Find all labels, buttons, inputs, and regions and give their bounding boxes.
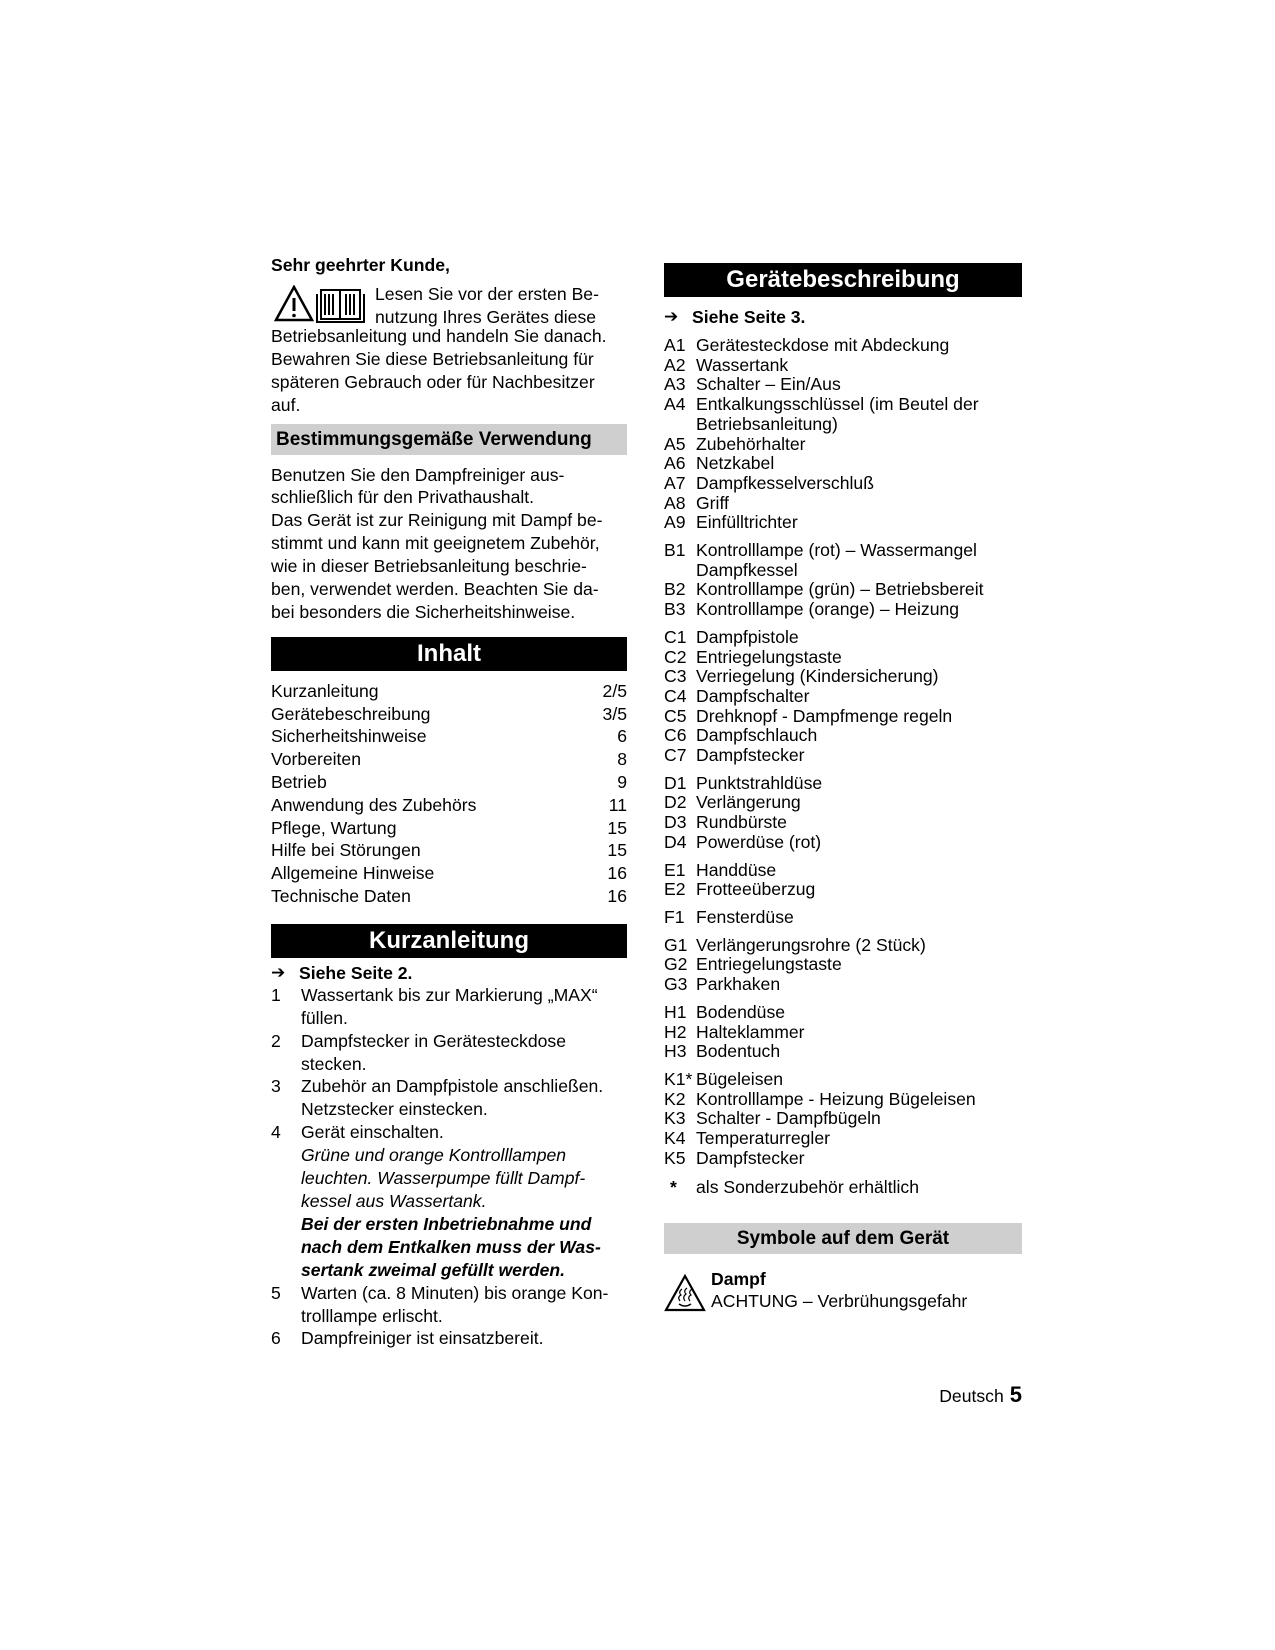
legend-item	[664, 395, 1022, 415]
legend-label: Entriegelungstaste	[696, 646, 842, 667]
legend-label: Betriebsanleitung)	[696, 413, 838, 434]
legend-list	[664, 336, 1022, 1168]
legend-code: C4	[664, 685, 687, 706]
legend-item	[664, 541, 1022, 561]
text-line: Das Gerät ist zur Reinigung mit Dampf be-	[271, 510, 603, 531]
legend-label: Fensterdüse	[696, 906, 794, 927]
intro-icons	[274, 285, 368, 328]
legend-item	[664, 356, 1022, 376]
intro-line: Lesen Sie vor der ersten Be-	[375, 283, 599, 304]
legend-label: Zubehörhalter	[696, 433, 806, 454]
legend-code: A3	[664, 374, 686, 395]
legend-item	[664, 667, 1022, 687]
legend-label: Verlängerungsrohre (2 Stück)	[696, 934, 926, 955]
legend-code: B3	[664, 599, 686, 620]
legend-item	[664, 513, 1022, 533]
legend-item	[664, 1023, 1022, 1043]
legend-item	[664, 1042, 1022, 1062]
step-item: 2 Dampfstecker in Gerätesteckdose stecken.	[271, 1030, 566, 1074]
left-column	[271, 254, 627, 1350]
legend-item	[664, 793, 1022, 813]
legend-code: K3	[664, 1108, 686, 1129]
legend-code: C6	[664, 725, 687, 746]
description-heading: Gerätebeschreibung	[664, 263, 1022, 297]
legend-label: Einfülltrichter	[696, 512, 798, 533]
legend-item	[664, 1003, 1022, 1023]
legend-code: K5	[664, 1147, 686, 1168]
legend-code: G1	[664, 934, 688, 955]
legend-item	[664, 880, 1022, 900]
legend-item	[664, 813, 1022, 833]
quick-heading: Kurzanleitung	[271, 924, 627, 958]
step-item: 1 Wassertank bis zur Markierung „MAX“ füllen.	[271, 984, 598, 1028]
legend-code: A7	[664, 472, 686, 493]
legend-label: Dampfschalter	[696, 685, 810, 706]
legend-item	[664, 861, 1022, 881]
footnote: * als Sonderzubehör erhältlich	[670, 1177, 919, 1198]
legend-item	[664, 774, 1022, 794]
symbol-steam	[664, 1264, 1022, 1314]
legend-label: Halteklammer	[696, 1021, 805, 1042]
footer-language: Deutsch	[939, 1386, 1004, 1406]
legend-label: Entriegelungstaste	[696, 954, 842, 975]
intro-line: auf.	[271, 394, 301, 415]
legend-group	[664, 336, 1022, 533]
legend-code: D3	[664, 812, 687, 833]
legend-group	[664, 936, 1022, 995]
legend-code: H2	[664, 1021, 687, 1042]
step-item: 3 Zubehör an Dampfpistole anschließen. Netzstecker einstecken.	[271, 1076, 604, 1120]
legend-item	[664, 746, 1022, 766]
legend-item	[664, 580, 1022, 600]
quick-steps	[271, 984, 627, 1351]
symbols-heading: Symbole auf dem Gerät	[664, 1223, 1022, 1254]
legend-item	[664, 454, 1022, 474]
intro-rest	[271, 325, 627, 417]
toc-entry[interactable]: Vorbereiten 8	[271, 749, 627, 770]
legend-item	[664, 833, 1022, 853]
legend-label: Drehknopf - Dampfmenge regeln	[696, 705, 953, 726]
step-item: 6 Dampfreiniger ist einsatzbereit.	[271, 1328, 544, 1349]
intro-line: späteren Gebrauch oder für Nachbesitzer	[271, 371, 595, 392]
intro-line: Bewahren Sie diese Betriebsanleitung für	[271, 348, 594, 369]
legend-label: Bodendüse	[696, 1001, 786, 1022]
intro-block	[271, 283, 627, 325]
legend-code: A4	[664, 394, 686, 415]
description-see-page	[664, 306, 1022, 328]
legend-item	[664, 435, 1022, 455]
legend-item	[664, 474, 1022, 494]
legend-label: Griff	[696, 492, 729, 513]
right-column	[664, 263, 1022, 1314]
step-item: 5 Warten (ca. 8 Minuten) bis orange Kon- trolllampe erlischt.	[271, 1282, 609, 1326]
legend-code: A5	[664, 433, 686, 454]
legend-label: Gerätesteckdose mit Abdeckung	[696, 335, 950, 355]
arrow-right-icon: ➔	[271, 962, 286, 982]
symbol-title: Dampf	[711, 1269, 766, 1290]
text-line: schließlich für den Privathaushalt.	[271, 487, 535, 508]
legend-group	[664, 1003, 1022, 1062]
legend-item	[664, 1109, 1022, 1129]
legend-code: K1*	[664, 1068, 693, 1089]
legend-code: C5	[664, 705, 687, 726]
quick-see-page	[271, 962, 627, 984]
legend-code	[664, 415, 696, 435]
legend-item	[664, 648, 1022, 668]
legend-item	[664, 375, 1022, 395]
intro-text	[375, 283, 599, 329]
toc-entry[interactable]: Betrieb 9	[271, 772, 627, 793]
legend-label: Handdüse	[696, 859, 777, 880]
toc-heading: Inhalt	[271, 637, 627, 671]
warning-book-icon	[274, 285, 368, 323]
legend-label: Kontrolllampe (rot) – Wassermangel	[696, 540, 977, 561]
legend-label: Schalter – Ein/Aus	[696, 374, 841, 395]
legend-item	[664, 561, 1022, 581]
legend-label: Dampfschlauch	[696, 725, 818, 746]
legend-item	[664, 494, 1022, 514]
toc-entry[interactable]: Anwendung des Zubehörs 11	[271, 794, 627, 815]
legend-label: Verlängerung	[696, 792, 801, 813]
legend-label: Parkhaken	[696, 974, 781, 995]
legend-item	[664, 726, 1022, 746]
legend-group	[664, 908, 1022, 928]
legend-label: Schalter - Dampfbügeln	[696, 1108, 881, 1129]
intended-use-text	[271, 464, 627, 624]
legend-group	[664, 1070, 1022, 1169]
greeting: Sehr geehrter Kunde,	[271, 255, 450, 275]
legend-code: C2	[664, 646, 687, 667]
legend-label: Dampfkessel	[696, 559, 798, 580]
legend-item	[664, 955, 1022, 975]
legend-code: D2	[664, 792, 687, 813]
legend-code: A6	[664, 453, 686, 474]
legend-item	[664, 415, 1022, 435]
legend-code: F1	[664, 906, 685, 927]
legend-label: Entkalkungsschlüssel (im Beutel der	[696, 394, 979, 415]
legend-code: G2	[664, 954, 688, 975]
legend-item	[664, 1090, 1022, 1110]
arrow-right-icon: ➔	[664, 307, 679, 326]
legend-label: Wassertank	[696, 354, 789, 375]
legend-group	[664, 541, 1022, 620]
legend-group	[664, 774, 1022, 853]
legend-item	[664, 707, 1022, 727]
legend-code: B2	[664, 579, 686, 600]
intended-use-heading: Bestimmungsgemäße Verwendung	[271, 424, 627, 455]
toc-entry[interactable]: Pflege, Wartung 15	[271, 817, 627, 838]
legend-label: Dampfstecker	[696, 1147, 805, 1168]
legend-code: E2	[664, 879, 686, 900]
legend-label: Temperaturregler	[696, 1128, 830, 1149]
legend-code: G3	[664, 974, 688, 995]
legend-label: Powerdüse (rot)	[696, 831, 822, 852]
toc-entry[interactable]: Sicherheitshinweise 6	[271, 726, 627, 747]
legend-label: Verriegelung (Kindersicherung)	[696, 666, 939, 687]
legend-code: D4	[664, 831, 687, 852]
intro-line: nutzung Ihres Gerätes diese	[375, 306, 597, 327]
legend-code: A2	[664, 354, 686, 375]
legend-label: Dampfstecker	[696, 745, 805, 766]
legend-code: K4	[664, 1128, 686, 1149]
legend-code: B1	[664, 540, 686, 561]
legend-code: C3	[664, 666, 687, 687]
legend-group	[664, 628, 1022, 766]
toc-entry[interactable]: Allgemeine Hinweise 16	[271, 863, 627, 884]
legend-code: H3	[664, 1041, 687, 1062]
legend-item	[664, 687, 1022, 707]
legend-label: Bodentuch	[696, 1041, 781, 1062]
legend-code: C7	[664, 745, 687, 766]
legend-label: Netzkabel	[696, 453, 775, 474]
legend-label: Kontrolllampe (grün) – Betriebsbereit	[696, 579, 984, 600]
see-page-text: Siehe Seite 2.	[299, 962, 413, 983]
legend-label: Frotteeüberzug	[696, 879, 816, 900]
legend-code: K2	[664, 1088, 686, 1109]
legend-code: E1	[664, 859, 686, 880]
legend-group	[664, 861, 1022, 900]
toc-entry[interactable]: Technische Daten 16	[271, 886, 627, 907]
legend-item	[664, 600, 1022, 620]
legend-code: H1	[664, 1001, 687, 1022]
legend-code: A9	[664, 512, 686, 533]
legend-label: Dampfkesselverschluß	[696, 472, 874, 493]
page-footer	[939, 1382, 1022, 1408]
see-page-text: Siehe Seite 3.	[692, 307, 806, 327]
legend-item	[664, 1129, 1022, 1149]
toc-entry[interactable]: Kurzanleitung 2/5	[271, 680, 627, 701]
legend-item	[664, 908, 1022, 928]
toc-list	[271, 680, 627, 908]
intro-line: Betriebsanleitung und handeln Sie danach.	[271, 325, 607, 346]
text-line: stimmt und kann mit geeignetem Zubehör,	[271, 533, 600, 554]
legend-label: Kontrolllampe (orange) – Heizung	[696, 599, 960, 620]
legend-label: Punktstrahldüse	[696, 772, 823, 793]
text-line: wie in dieser Betriebsanleitung beschrie-	[271, 556, 587, 577]
legend-label: Rundbürste	[696, 812, 787, 833]
page-number: 5	[1009, 1382, 1022, 1407]
legend-label: Kontrolllampe - Heizung Bügeleisen	[696, 1088, 976, 1109]
legend-code	[664, 561, 696, 581]
symbol-text: ACHTUNG – Verbrühungsgefahr	[711, 1291, 968, 1312]
legend-item	[664, 628, 1022, 648]
legend-item	[664, 975, 1022, 995]
legend-code: C1	[664, 626, 687, 647]
step-item: 4 Gerät einschalten. Grüne und orange Kontrolllampen leuchten. Wasserpumpe füllt Dampf- kessel aus Wassertank. Bei der ersten Inbetriebnahme und nach dem Entkalken muss der Was- sertank zweimal gefüllt werden.	[271, 1122, 601, 1280]
text-line: Benutzen Sie den Dampfreiniger aus-	[271, 464, 565, 485]
text-line: ben, verwendet werden. Beachten Sie da-	[271, 579, 599, 600]
legend-item	[664, 336, 1022, 356]
legend-item	[664, 936, 1022, 956]
steam-warning-icon	[664, 1274, 706, 1312]
legend-code: A1	[664, 335, 686, 355]
text-line: bei besonders die Sicherheitshinweise.	[271, 601, 576, 622]
toc-entry[interactable]: Gerätebeschreibung 3/5	[271, 703, 627, 724]
legend-label: Dampfpistole	[696, 626, 799, 647]
legend-item	[664, 1070, 1022, 1090]
legend-label: Bügeleisen	[696, 1068, 784, 1089]
legend-code: D1	[664, 772, 687, 793]
legend-item	[664, 1149, 1022, 1169]
toc-entry[interactable]: Hilfe bei Störungen 15	[271, 840, 627, 861]
legend-code: A8	[664, 492, 686, 513]
